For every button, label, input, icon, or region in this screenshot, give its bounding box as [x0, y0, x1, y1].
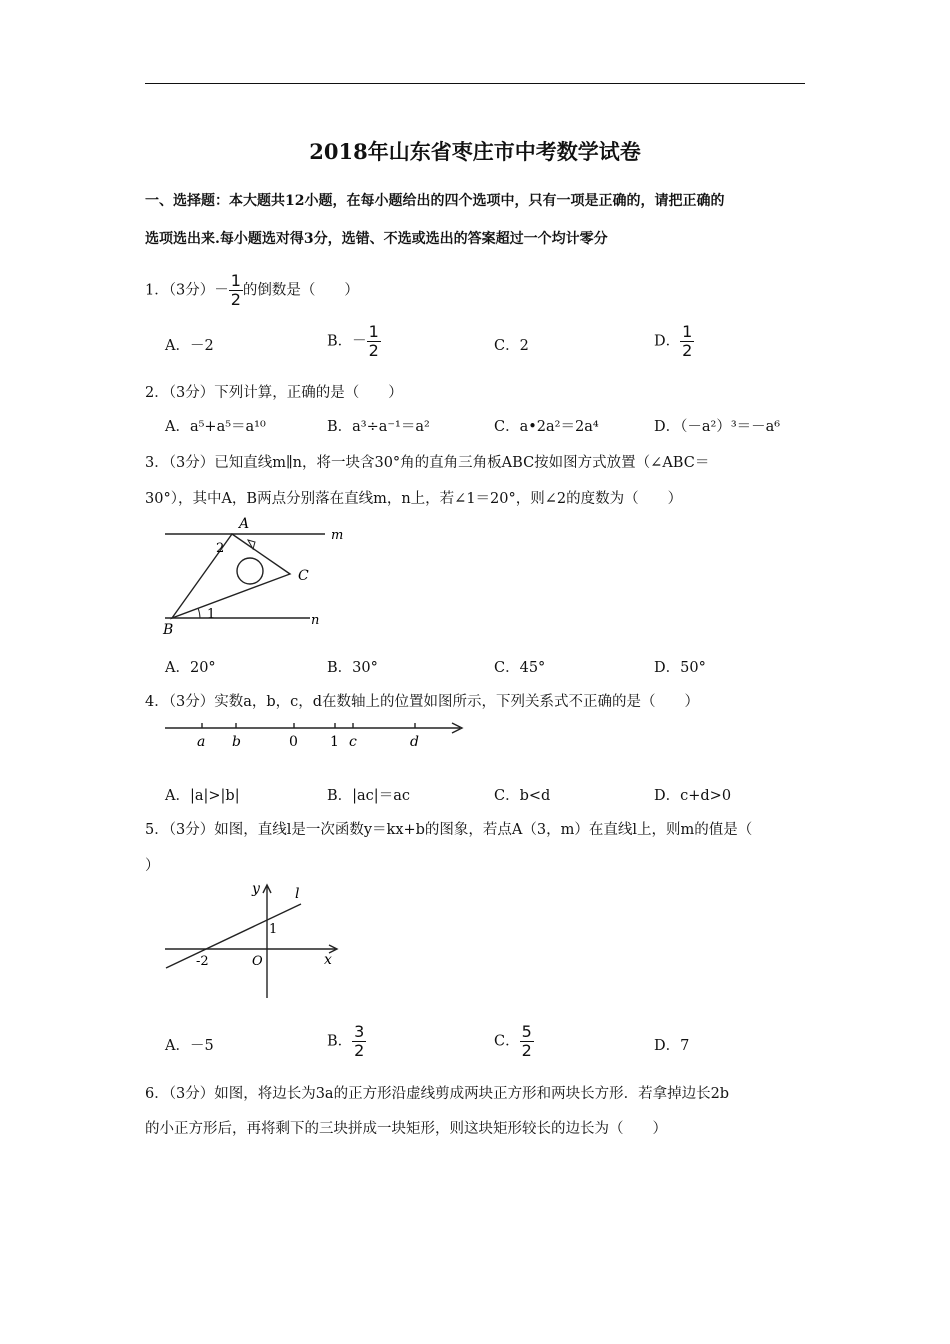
q1-frac-den: 2 [230, 290, 241, 309]
q1-frac-num: 1 [230, 271, 241, 290]
label-m: m [331, 528, 344, 543]
q5-option-b-den: 2 [354, 1041, 365, 1060]
question-4: 4．（3分）实数a，b，c，d在数轴上的位置如图所示，下列关系式不正确的是（ ） [145, 694, 700, 710]
q3-option-c: C．45° [494, 660, 546, 676]
triangle-hole [237, 558, 263, 584]
q2-option-d: D．（－a²）³＝－a⁶ [654, 419, 781, 435]
label-angle-1: 1 [207, 607, 216, 622]
question-3-line2: 30°），其中A，B两点分别落在直线m，n上，若∠1＝20°，则∠2的度数为（ ） [145, 491, 683, 507]
q1-option-d-prefix: D． [654, 333, 681, 350]
q4-option-b: B．|ac|＝ac [327, 788, 410, 804]
nl-label-a: a [197, 734, 206, 750]
question-2: 2．（3分）下列计算，正确的是（ ） [145, 385, 403, 401]
label-origin: O [252, 954, 263, 969]
q1-option-b [327, 323, 381, 360]
number-line-figure [160, 714, 470, 754]
label-b: B [163, 622, 174, 638]
q4-option-d: D．c+d>0 [654, 788, 732, 804]
q1-fraction [229, 272, 243, 309]
question-6-line1: 6．（3分）如图，将边长为3a的正方形沿虚线剪成两块正方形和两块长方形．若拿掉边长2b [145, 1086, 730, 1102]
q1-option-d-num: 1 [682, 322, 693, 341]
angle-1-arc [198, 608, 200, 618]
q1-number: 1．（3分） [145, 282, 215, 299]
question-3-line1: 3．（3分）已知直线m∥n，将一块含30°角的直角三角板ABC按如图方式放置（∠ABC＝ [145, 455, 710, 471]
question-5-line2: ） [145, 858, 160, 874]
question-6-line2: 的小正方形后，再将剩下的三块拼成一块矩形，则这块矩形较长的边长为（ ） [145, 1121, 667, 1137]
question-1 [145, 272, 359, 309]
label-angle-2: 2 [216, 541, 225, 556]
q2-option-a: A．a⁵+a⁵＝a¹⁰ [165, 419, 266, 435]
question-5-line1: 5．（3分）如图，直线l是一次函数y＝kx+b的图象，若点A（3，m）在直线l上，则m的值是（ [145, 822, 753, 838]
label-y-intercept: 1 [269, 922, 278, 937]
nl-label-0: 0 [289, 734, 298, 750]
q1-option-c: C．2 [494, 338, 529, 354]
nl-label-c: c [349, 734, 357, 750]
nl-label-1: 1 [330, 734, 339, 750]
q5-option-b-num: 3 [354, 1022, 365, 1041]
q2-option-c: C．a•2a²＝2a⁴ [494, 419, 599, 435]
q3-option-b: B．30° [327, 660, 378, 676]
q1-option-d [654, 323, 694, 360]
q5-option-c-prefix: C． [494, 1033, 520, 1050]
q2-option-b: B．a³÷a⁻¹＝a² [327, 419, 430, 435]
q1-negative: － [214, 282, 229, 299]
label-n: n [311, 613, 320, 628]
q4-option-c: C．b<d [494, 788, 551, 804]
q5-option-d: D．7 [654, 1038, 690, 1054]
q3-option-d: D．50° [654, 660, 706, 676]
q5-option-a: A．－5 [165, 1038, 214, 1054]
q5-option-c [494, 1023, 534, 1060]
q1-option-d-den: 2 [682, 341, 693, 360]
q1-rest: 的倒数是（ ） [242, 282, 359, 299]
q5-option-c-den: 2 [521, 1041, 532, 1060]
label-y: y [252, 881, 260, 897]
line-l [166, 904, 301, 968]
label-a: A [239, 516, 250, 532]
q3-option-a: A．20° [165, 660, 216, 676]
label-c: C [298, 568, 309, 584]
q5-option-c-num: 5 [521, 1022, 532, 1041]
section-heading-line1: 一、选择题：本大题共12小题，在每小题给出的四个选项中，只有一项是正确的，请把正确的 [145, 193, 725, 209]
label-x: x [324, 952, 332, 968]
q1-option-b-num: 1 [368, 322, 379, 341]
triangle-figure [160, 512, 360, 640]
q5-option-b-prefix: B． [327, 1033, 353, 1050]
label-l: l [295, 886, 300, 902]
q1-option-b-prefix: B．－ [327, 333, 367, 350]
section-heading-line2: 选项选出来.每小题选对得3分，选错、不选或选出的答案超过一个均计零分 [145, 231, 608, 247]
nl-label-d: d [410, 734, 419, 750]
q1-option-a: A．－2 [165, 338, 214, 354]
q1-option-b-den: 2 [368, 341, 379, 360]
nl-label-b: b [232, 734, 241, 750]
header-rule [145, 83, 805, 84]
triangle-abc [172, 534, 290, 618]
q5-option-b [327, 1023, 366, 1060]
linear-function-figure [160, 878, 350, 1003]
q4-option-a: A．|a|>|b| [165, 788, 240, 804]
label-x-intercept: -2 [196, 954, 209, 969]
page-title: 2018年山东省枣庄市中考数学试卷 [309, 139, 641, 164]
